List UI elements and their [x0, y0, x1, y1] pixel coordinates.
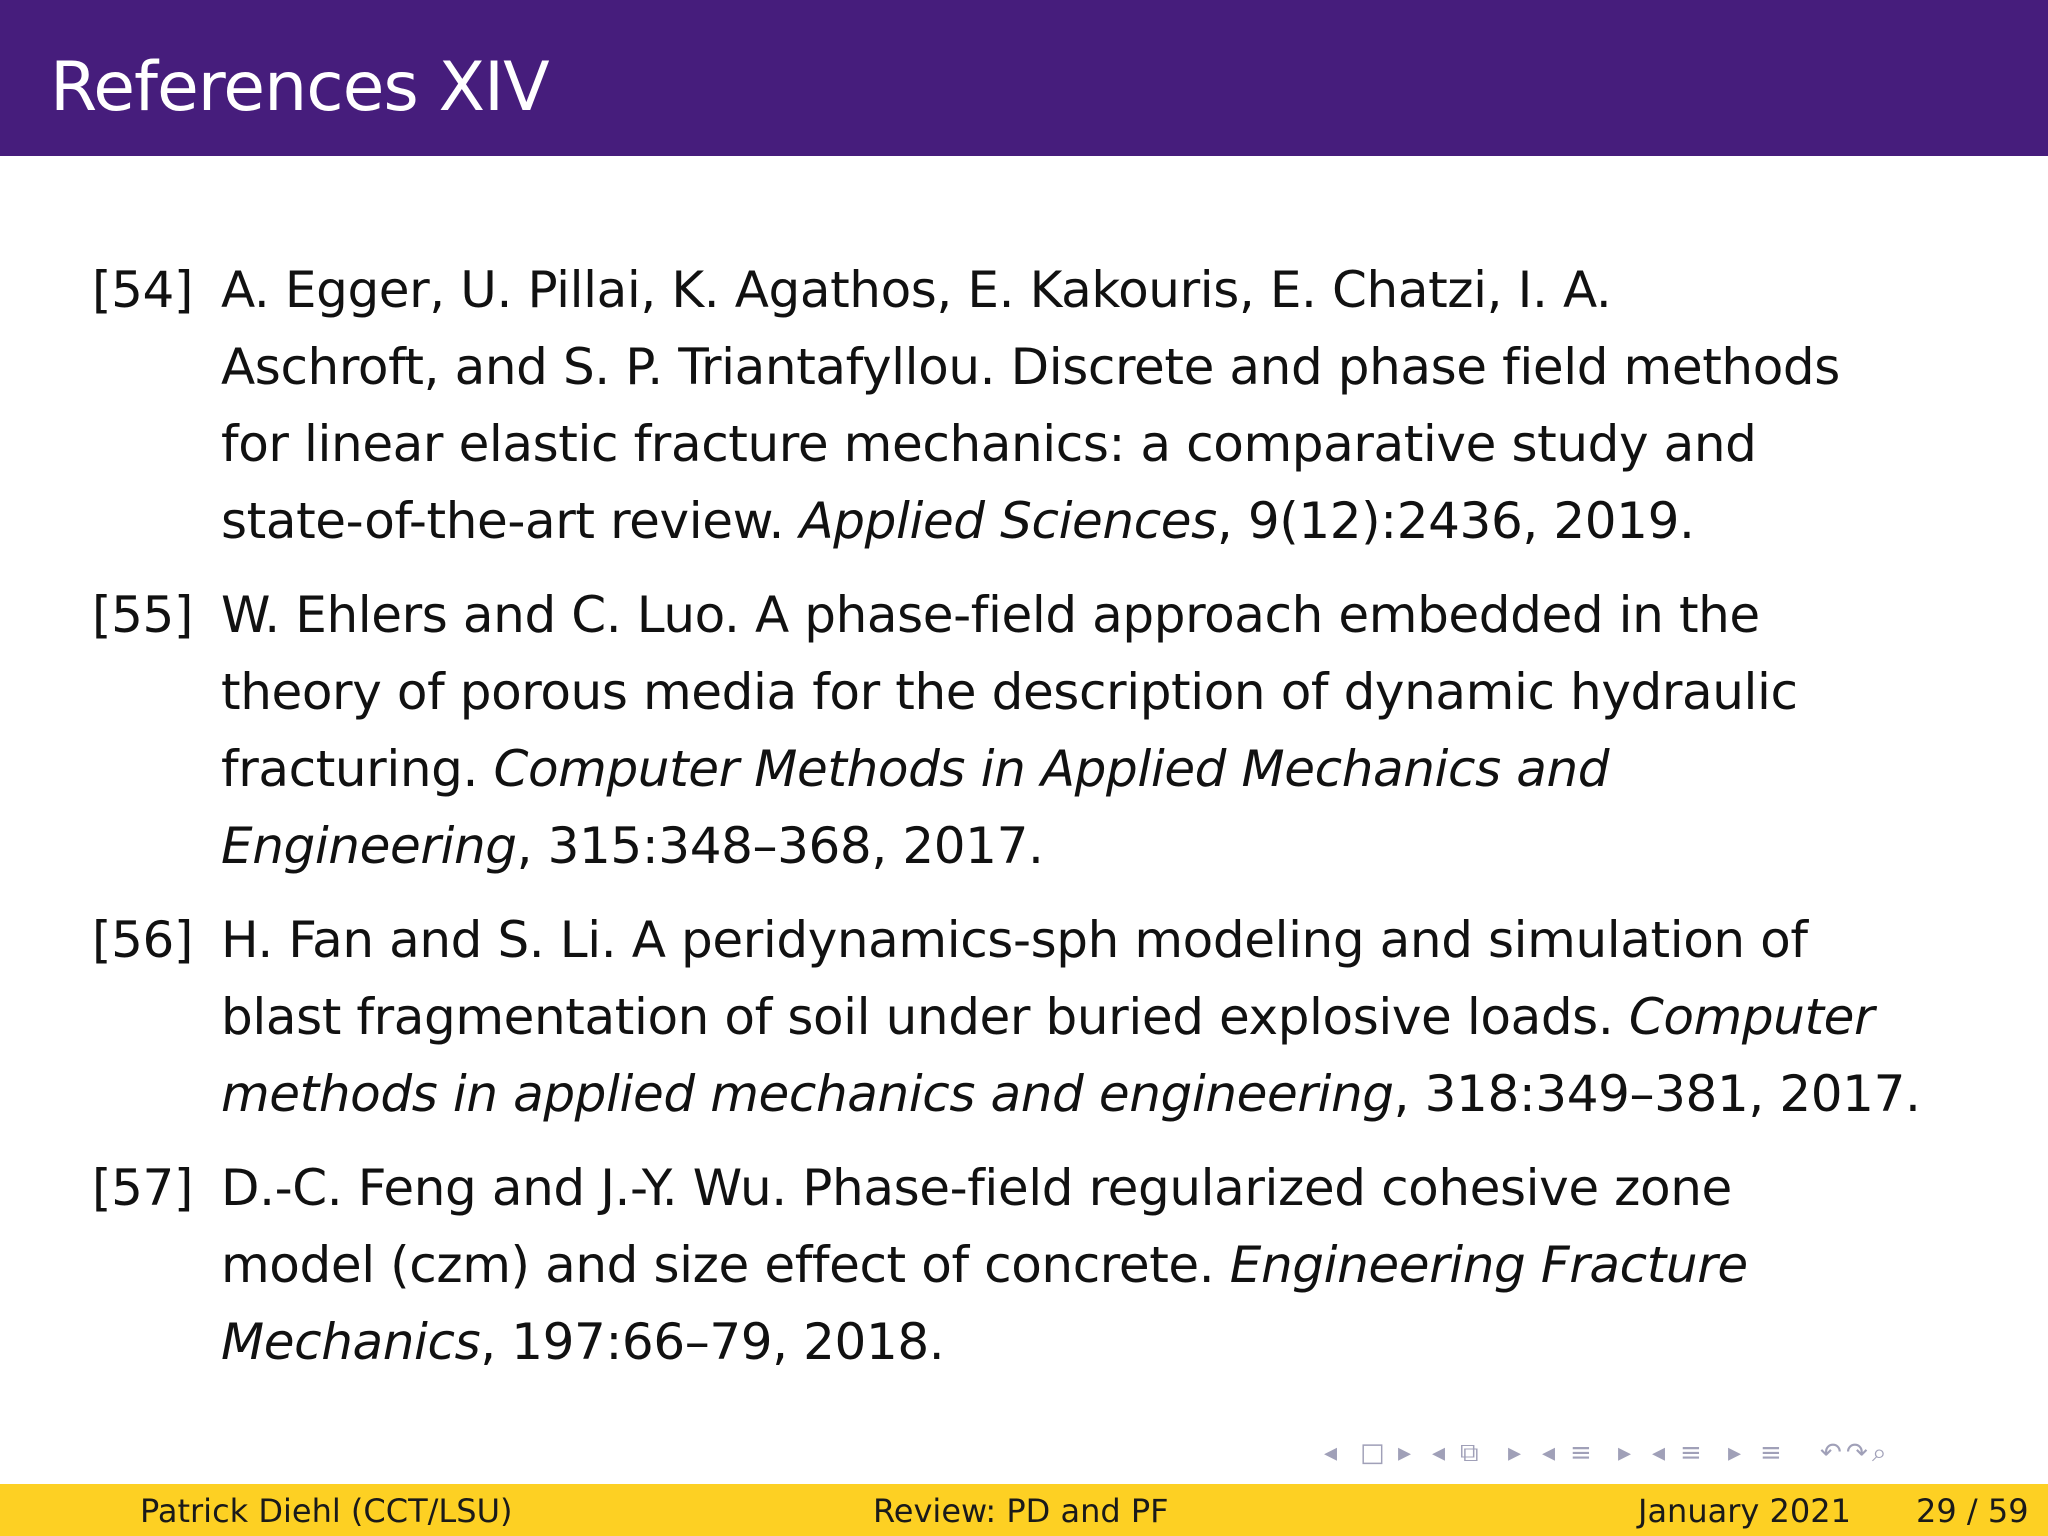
footer-page-number: 29 / 59 — [1916, 1492, 2029, 1530]
reference-text: W. Ehlers and C. Luo. A phase-field approach embedded in the — [221, 586, 1760, 644]
next-doc-icon[interactable]: ▸ — [1728, 1438, 1742, 1468]
reference-text: , 9(12):2436, 2019. — [1216, 492, 1695, 550]
reference-line — [221, 654, 1992, 731]
reference-line — [221, 979, 1992, 1056]
reference-line — [221, 1304, 1992, 1381]
reference-text: , 318:349–381, 2017. — [1393, 1065, 1921, 1123]
subsection-icon[interactable]: ⧉ — [1460, 1438, 1479, 1468]
footer-author: Patrick Diehl (CCT/LSU) — [140, 1492, 513, 1530]
reference-list — [92, 252, 1992, 1398]
reference-venue: Engineering — [221, 817, 517, 875]
reference-number: [55] — [92, 586, 194, 644]
reference-venue: Computer — [1628, 988, 1875, 1046]
prev-section-icon[interactable]: ◂ — [1542, 1438, 1556, 1468]
reference-entry — [92, 577, 1992, 885]
reference-line — [221, 329, 1992, 406]
prev-doc-icon[interactable]: ◂ — [1652, 1438, 1666, 1468]
footer-short-title: Review: PD and PF — [873, 1492, 1169, 1530]
reference-entry — [92, 1150, 1992, 1381]
slide-header — [0, 0, 2048, 156]
reference-venue: Computer Methods in Applied Mechanics and — [493, 740, 1610, 798]
reference-text: Aschroft, and S. P. Triantafyllou. Discrete and phase field methods — [221, 338, 1840, 396]
reference-text: blast fragmentation of soil under buried explosive loads. — [221, 988, 1629, 1046]
reference-venue: Engineering Fracture — [1229, 1236, 1748, 1294]
reference-text: , 197:66–79, 2018. — [480, 1313, 945, 1371]
reference-entry — [92, 902, 1992, 1133]
reference-line — [221, 252, 1992, 329]
reference-text: , 315:348–368, 2017. — [516, 817, 1044, 875]
search-icon[interactable]: ⌕ — [1872, 1438, 1887, 1468]
reference-number: [54] — [92, 261, 194, 319]
reference-text: for linear elastic fracture mechanics: a comparative study and — [221, 415, 1757, 473]
reference-text: D.-C. Feng and J.-Y. Wu. Phase-field regularized cohesive zone — [221, 1159, 1732, 1217]
reference-text: A. Egger, U. Pillai, K. Agathos, E. Kakouris, E. Chatzi, I. A. — [221, 261, 1612, 319]
reference-text: theory of porous media for the description of dynamic hydraulic — [221, 663, 1798, 721]
next-section-icon[interactable]: ▸ — [1618, 1438, 1632, 1468]
next-subsection-icon[interactable]: ▸ — [1508, 1438, 1522, 1468]
reference-line — [221, 731, 1992, 808]
reference-number: [57] — [92, 1159, 194, 1217]
reference-text: H. Fan and S. Li. A peridynamics-sph modeling and simulation of — [221, 911, 1808, 969]
reference-line — [221, 902, 1992, 979]
reference-line — [221, 1227, 1992, 1304]
reference-text: model (czm) and size effect of concrete. — [221, 1236, 1230, 1294]
slide-footer — [0, 1484, 2048, 1536]
reference-venue: Mechanics — [221, 1313, 481, 1371]
reference-number: [56] — [92, 911, 194, 969]
reference-entry — [92, 252, 1992, 560]
reference-line — [221, 483, 1992, 560]
reference-line — [221, 406, 1992, 483]
reference-text: state-of-the-art review. — [221, 492, 800, 550]
footer-date: January 2021 — [1638, 1492, 1851, 1530]
reference-line — [221, 577, 1992, 654]
reference-venue: Applied Sciences — [799, 492, 1217, 550]
frame-icon[interactable]: □ — [1360, 1438, 1385, 1468]
reference-line — [221, 1056, 1992, 1133]
reference-text: fracturing. — [221, 740, 494, 798]
section-icon[interactable]: ≡ — [1570, 1438, 1592, 1468]
slide-title: References XIV — [50, 48, 549, 127]
reference-line — [221, 1150, 1992, 1227]
prev-frame-icon[interactable]: ◂ — [1324, 1438, 1338, 1468]
prev-subsection-icon[interactable]: ◂ — [1432, 1438, 1446, 1468]
next-frame-icon[interactable]: ▸ — [1398, 1438, 1412, 1468]
toc-icon[interactable]: ≡ — [1760, 1438, 1782, 1468]
reference-line — [221, 808, 1992, 885]
reference-venue: methods in applied mechanics and engineering — [221, 1065, 1394, 1123]
redo-icon[interactable]: ↷ — [1846, 1438, 1868, 1468]
doc-icon[interactable]: ≡ — [1680, 1438, 1702, 1468]
undo-icon[interactable]: ↶ — [1820, 1438, 1842, 1468]
